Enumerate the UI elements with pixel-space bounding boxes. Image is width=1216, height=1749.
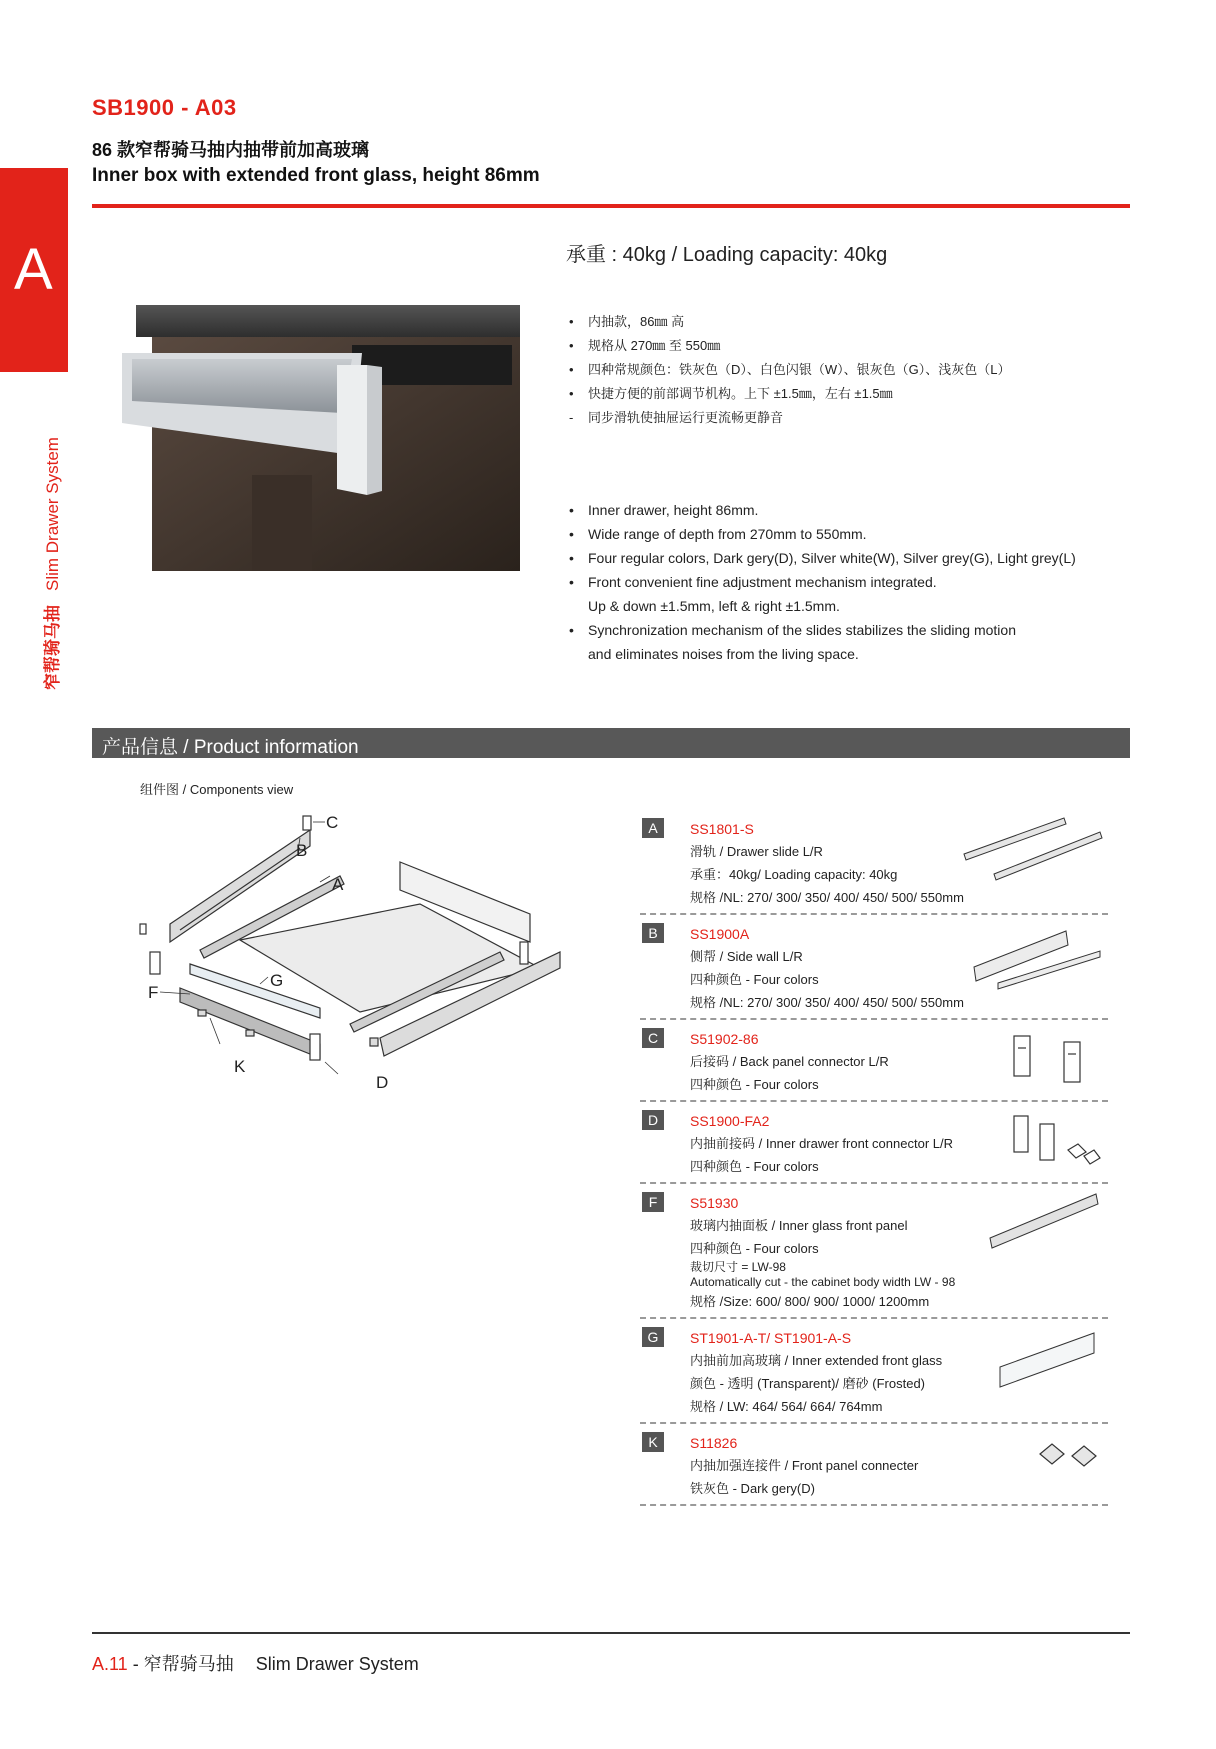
part-item-k	[640, 1428, 1108, 1506]
part-badge: C	[642, 1028, 664, 1048]
part-code: S51902-86	[690, 1031, 759, 1047]
part-line: 规格 /NL: 270/ 300/ 350/ 400/ 450/ 500/ 550mm	[690, 995, 964, 1010]
part-badge: A	[642, 818, 664, 838]
feature-cn-item: - 同步滑轨使抽屉运行更流畅更静音	[566, 406, 1011, 430]
part-line: 玻璃内抽面板 / Inner glass front panel	[690, 1218, 908, 1233]
footer-label-en: Slim Drawer System	[255, 1654, 419, 1674]
part-line: 内抽前接码 / Inner drawer front connector L/R	[690, 1136, 953, 1151]
front-connector-icon	[1004, 1110, 1104, 1174]
diagram-label-c: C	[326, 813, 339, 832]
feature-en-item: and eliminates noises from the living space.	[588, 646, 859, 662]
part-line: 滑轨 / Drawer slide L/R	[690, 844, 823, 859]
feature-en-item: • Front convenient fine adjustment mechanism integrated.	[566, 570, 1076, 594]
feature-cn-item: • 四种常规颜色：铁灰色（D）、白色闪银（W）、银灰色（G）、浅灰色（L）	[566, 358, 1011, 382]
footer-divider	[92, 1632, 1130, 1634]
feature-cn-item: • 规格从 270㎜ 至 550㎜	[566, 334, 1011, 358]
glass-panel-icon	[984, 1188, 1104, 1258]
diagram-label-a: A	[332, 875, 344, 894]
part-badge: G	[642, 1327, 664, 1347]
part-line: 铁灰色 - Dark gery(D)	[690, 1481, 815, 1496]
part-item-b	[640, 919, 1108, 1020]
part-line: 内抽加强连接件 / Front panel connecter	[690, 1458, 919, 1473]
model-code: SB1900 - A03	[92, 95, 237, 120]
feature-en-item: • Inner drawer, height 86mm.	[566, 498, 1076, 522]
part-line: 内抽前加高玻璃 / Inner extended front glass	[690, 1353, 943, 1368]
part-line: 四种颜色 - Four colors	[690, 1159, 819, 1174]
feature-en-item: • Wide range of depth from 270mm to 550mm.	[566, 522, 1076, 546]
part-line: Automatically cut - the cabinet body width LW - 98	[690, 1275, 956, 1289]
part-line: 四种颜色 - Four colors	[690, 972, 819, 987]
part-line: 承重：40kg/ Loading capacity: 40kg	[690, 867, 898, 882]
diagram-label-f: F	[148, 983, 159, 1002]
part-item-f	[640, 1188, 1108, 1319]
part-line: 后接码 / Back panel connector L/R	[690, 1054, 889, 1069]
feature-en-item: • Synchronization mechanism of the slides stabilizes the sliding motion	[566, 618, 1076, 642]
part-code: ST1901-A-T/ ST1901-A-S	[690, 1330, 852, 1346]
section-side-label	[38, 437, 63, 690]
page-footer	[92, 1650, 419, 1676]
part-badge: F	[642, 1192, 664, 1212]
part-item-c	[640, 1024, 1108, 1102]
part-badge: D	[642, 1110, 664, 1130]
side-label-cn: 窄帮骑马抽	[43, 605, 62, 690]
feature-cn-item: • 内抽款，86㎜ 高	[566, 310, 1011, 334]
loading-capacity: 承重 : 40kg / Loading capacity: 40kg	[566, 244, 888, 266]
part-item-a	[640, 814, 1108, 915]
diagram-label-k: K	[234, 1057, 246, 1076]
components-view-label: 组件图 / Components view	[140, 782, 294, 797]
diagram-label-g: G	[270, 971, 284, 990]
footer-separator: -	[127, 1654, 144, 1674]
feature-cn-item: • 快捷方便的前部调节机构。上下 ±1.5㎜，左右 ±1.5㎜	[566, 382, 1011, 406]
parts-list	[640, 814, 1108, 1510]
part-code: SS1801-S	[690, 821, 754, 837]
section-letter: A	[14, 237, 53, 302]
features-cn-list	[566, 310, 1011, 430]
back-connector-icon	[994, 1028, 1104, 1088]
page-title-cn: 86 款窄帮骑马抽内抽带前加高玻璃	[92, 140, 370, 160]
part-badge: K	[642, 1432, 664, 1452]
part-line: 侧帮 / Side wall L/R	[690, 949, 803, 964]
feature-en-item: • Four regular colors, Dark gery(D), Silver white(W), Silver grey(G), Light grey(L)	[566, 546, 1076, 570]
product-info-bar	[92, 728, 1130, 758]
side-wall-icon	[954, 923, 1104, 993]
diagram-label-d: D	[376, 1073, 389, 1092]
part-line: 四种颜色 - Four colors	[690, 1077, 819, 1092]
part-line: 四种颜色 - Four colors	[690, 1241, 819, 1256]
part-line: 规格 /Size: 600/ 800/ 900/ 1000/ 1200mm	[690, 1294, 930, 1309]
page-number: A.11	[92, 1654, 128, 1674]
part-line: 规格 /NL: 270/ 300/ 350/ 400/ 450/ 500/ 550mm	[690, 890, 964, 905]
part-item-d	[640, 1106, 1108, 1184]
feature-en-item: Up & down ±1.5mm, left & right ±1.5mm.	[588, 598, 840, 614]
header-divider	[92, 204, 1130, 208]
features-en-list	[566, 498, 1076, 666]
part-line: 颜色 - 透明 (Transparent)/ 磨砂 (Frosted)	[690, 1376, 925, 1391]
panel-connecter-icon	[1034, 1434, 1104, 1474]
page-title-en: Inner box with extended front glass, height 86mm	[92, 165, 540, 186]
part-code: S11826	[690, 1435, 738, 1451]
drawer-slide-icon	[954, 814, 1104, 884]
exploded-components-diagram	[120, 812, 640, 1152]
diagram-label-b: B	[296, 841, 308, 860]
section-title: 产品信息 / Product information	[102, 737, 359, 758]
part-badge: B	[642, 923, 664, 943]
part-code: SS1900A	[690, 926, 750, 942]
part-code: S51930	[690, 1195, 739, 1211]
part-line: 裁切尺寸 = LW-98	[690, 1260, 786, 1274]
part-code: SS1900-FA2	[690, 1113, 770, 1129]
side-label-en: Slim Drawer System	[43, 437, 62, 591]
drawer-product-photo	[92, 305, 520, 571]
part-item-g	[640, 1323, 1108, 1424]
part-line: 规格 / LW: 464/ 564/ 664/ 764mm	[690, 1399, 883, 1414]
footer-label-cn: 窄帮骑马抽	[143, 1654, 234, 1674]
extended-glass-icon	[994, 1327, 1104, 1397]
